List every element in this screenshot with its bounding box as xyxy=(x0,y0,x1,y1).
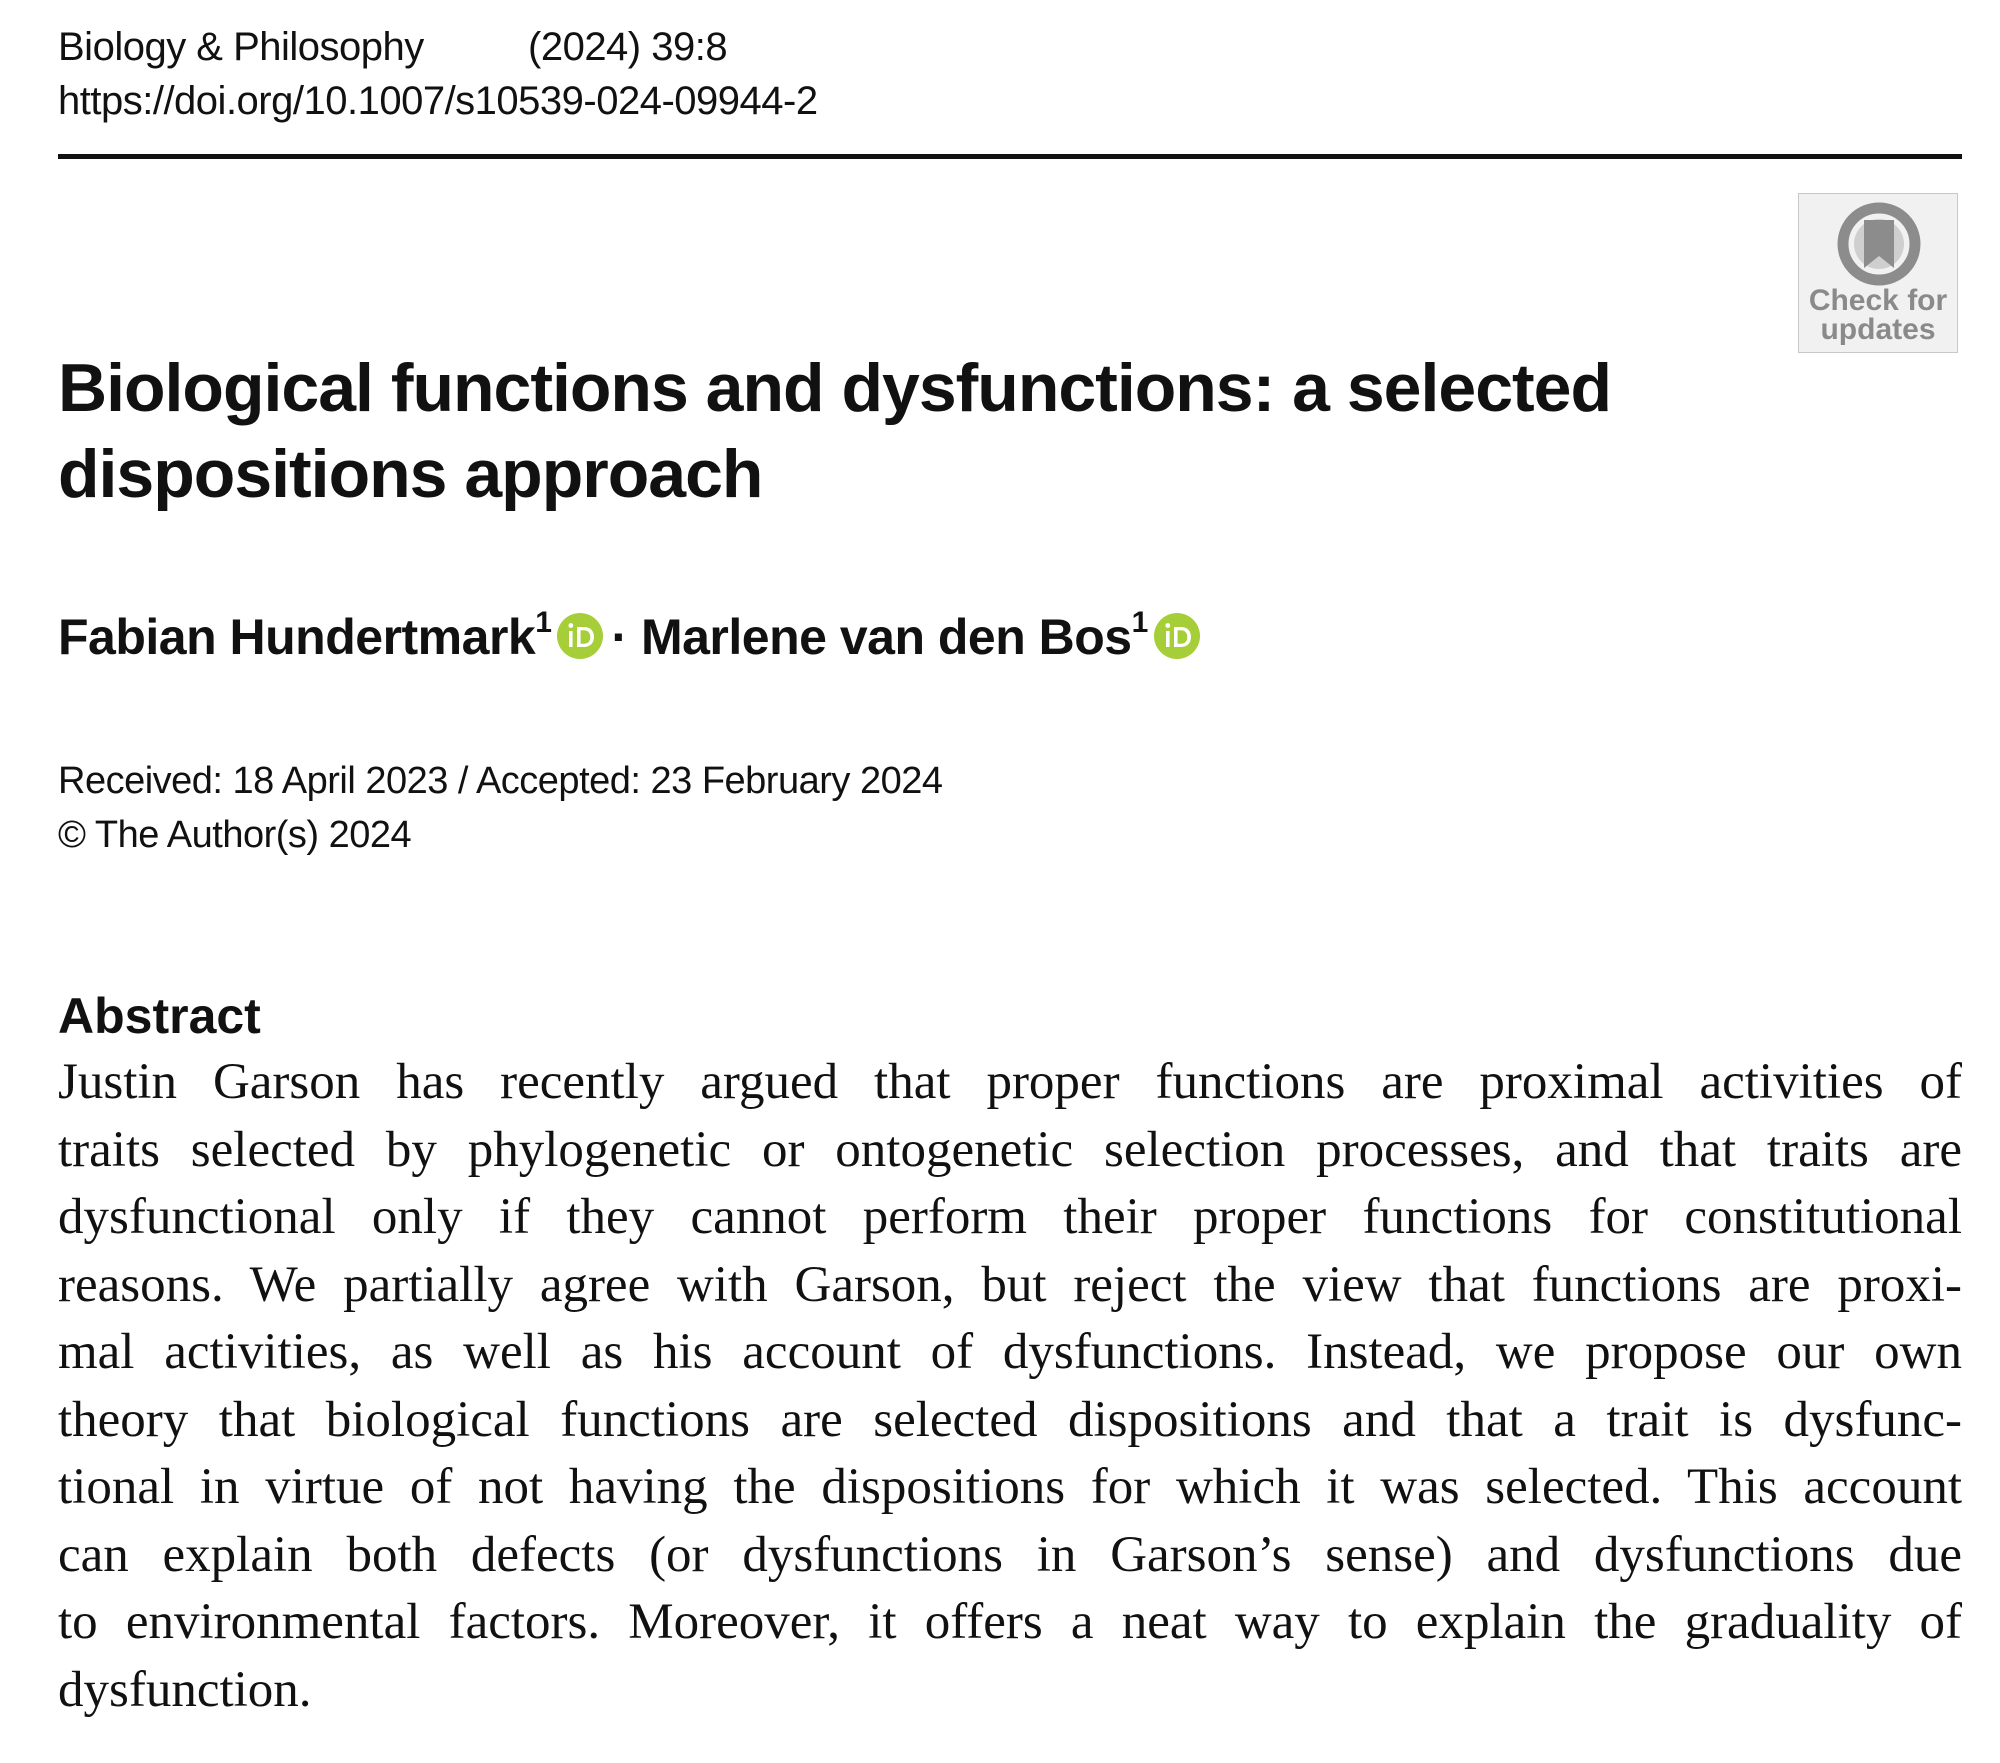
journal-line xyxy=(58,20,818,74)
abstract-line: mal activities, as well as his account of dysfunctions. Instead, we propose our own xyxy=(58,1324,1962,1380)
orcid-icon[interactable] xyxy=(557,613,603,659)
author-affiliation: 1 xyxy=(535,606,552,639)
article-header xyxy=(58,20,818,128)
abstract-text xyxy=(58,1049,1962,1724)
volume-info: (2024) 39:8 xyxy=(528,25,728,69)
title-line-1: Biological functions and dysfunctions: a selected xyxy=(58,350,1612,426)
author-separator: · xyxy=(611,609,628,665)
header-rule xyxy=(58,154,1962,159)
check-for-updates-badge[interactable] xyxy=(1798,193,1958,353)
check-updates-label xyxy=(1799,286,1957,344)
bookmark-icon xyxy=(1834,202,1924,286)
abstract-line: traits selected by phylogenetic or ontogenetic selection processes, and that traits are xyxy=(58,1121,1962,1178)
check-updates-line1: Check for xyxy=(1808,284,1948,317)
title-line-2: dispositions approach xyxy=(58,436,763,512)
doi-link[interactable]: https://doi.org/10.1007/s10539-024-09944-2 xyxy=(58,79,818,123)
abstract-line: theory that biological functions are selected dispositions and that a trait is dysfunc- xyxy=(58,1391,1962,1448)
publication-dates xyxy=(58,754,942,862)
abstract-line: Justin Garson has recently argued that proper functions are proximal activities of xyxy=(58,1054,1962,1110)
orcid-icon[interactable] xyxy=(1154,613,1200,659)
copyright-notice: © The Author(s) 2024 xyxy=(58,814,412,856)
abstract-line: dysfunction. xyxy=(58,1661,312,1718)
abstract-line: reasons. We partially agree with Garson, but reject the view that functions are proxi- xyxy=(58,1256,1962,1313)
abstract-line: can explain both defects (or dysfunctions in Garson’s sense) and dysfunctions due xyxy=(58,1526,1962,1583)
author-name[interactable]: Marlene van den Bos xyxy=(640,609,1132,665)
abstract-line: dysfunctional only if they cannot perform their proper functions for constitutional xyxy=(58,1189,1962,1245)
abstract-heading: Abstract xyxy=(58,988,261,1044)
journal-name: Biology & Philosophy xyxy=(58,25,424,69)
received-accepted-dates: Received: 18 April 2023 / Accepted: 23 February 2024 xyxy=(58,760,943,802)
check-updates-line2: updates xyxy=(1820,313,1936,346)
author-affiliation: 1 xyxy=(1131,606,1148,639)
author-list xyxy=(58,604,1208,670)
abstract-line: to environmental factors. Moreover, it offers a neat way to explain the graduality of xyxy=(58,1594,1962,1650)
abstract-line: tional in virtue of not having the dispositions for which it was selected. This account xyxy=(58,1459,1962,1515)
author-name[interactable]: Fabian Hundertmark xyxy=(58,609,536,665)
article-title xyxy=(58,345,1658,517)
